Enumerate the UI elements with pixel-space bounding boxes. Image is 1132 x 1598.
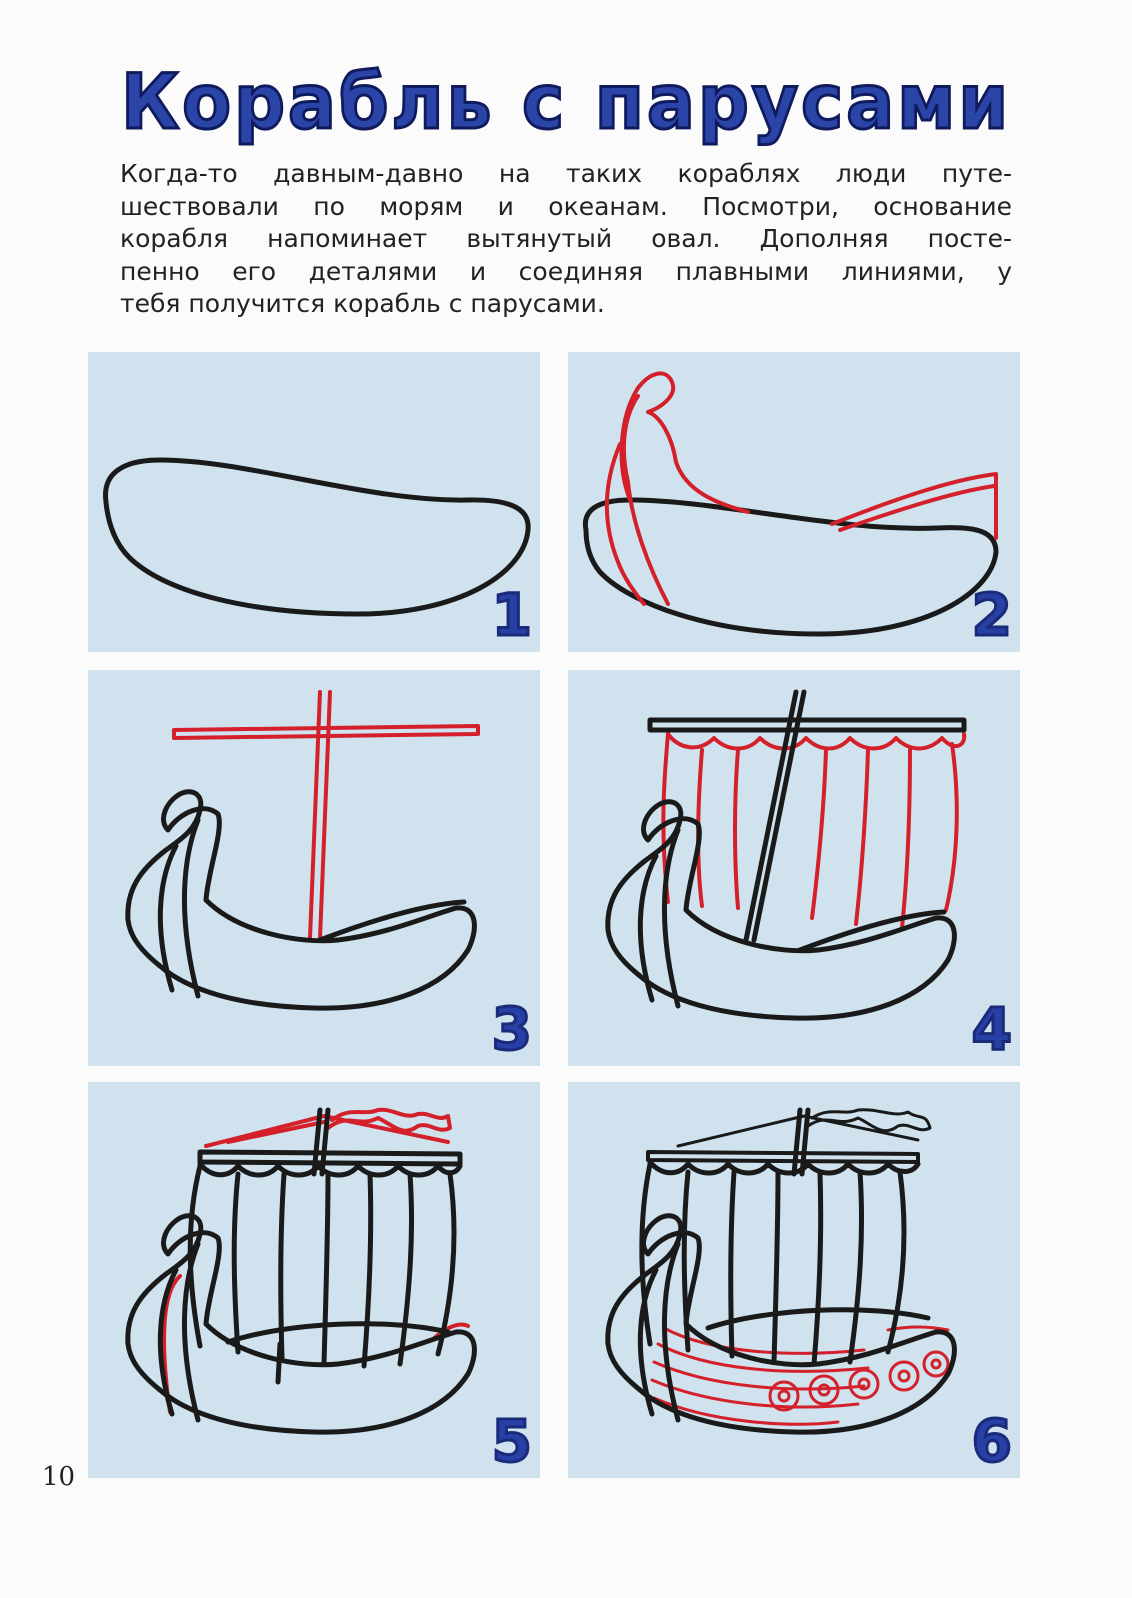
step-2-panel xyxy=(568,352,1020,652)
step-4-panel xyxy=(568,670,1020,1066)
page-title xyxy=(0,56,1132,146)
page-number: 10 xyxy=(42,1462,76,1492)
intro-line: шествовали по морям и океанам. Посмотри, основание xyxy=(120,191,1012,221)
step-5-panel xyxy=(88,1082,540,1478)
step-number: 5 xyxy=(491,1407,532,1475)
step-6-drawing xyxy=(568,1082,1020,1478)
step-1-drawing xyxy=(88,352,540,652)
intro-paragraph xyxy=(120,158,1012,321)
step-4-drawing xyxy=(568,670,1020,1066)
intro-line: пенно его деталями и соединяя плавными линиями, у xyxy=(120,256,1012,286)
step-6-panel xyxy=(568,1082,1020,1478)
step-number: 4 xyxy=(971,995,1012,1063)
step-1-panel xyxy=(88,352,540,652)
step-number: 1 xyxy=(491,581,532,649)
intro-line: тебя получится корабль с парусами. xyxy=(120,289,605,318)
intro-line: корабля напоминает вытянутый овал. Дополняя посте- xyxy=(120,224,1012,253)
page-title-text: Корабль с парусами xyxy=(121,57,1011,146)
step-number: 3 xyxy=(491,995,532,1063)
intro-line: Когда-то давным-давно на таких кораблях люди путе- xyxy=(120,159,1012,188)
step-number: 6 xyxy=(971,1407,1012,1475)
step-number: 2 xyxy=(971,581,1012,649)
step-5-drawing xyxy=(88,1082,540,1478)
step-3-panel xyxy=(88,670,540,1066)
step-3-drawing xyxy=(88,670,540,1066)
step-2-drawing xyxy=(568,352,1020,652)
